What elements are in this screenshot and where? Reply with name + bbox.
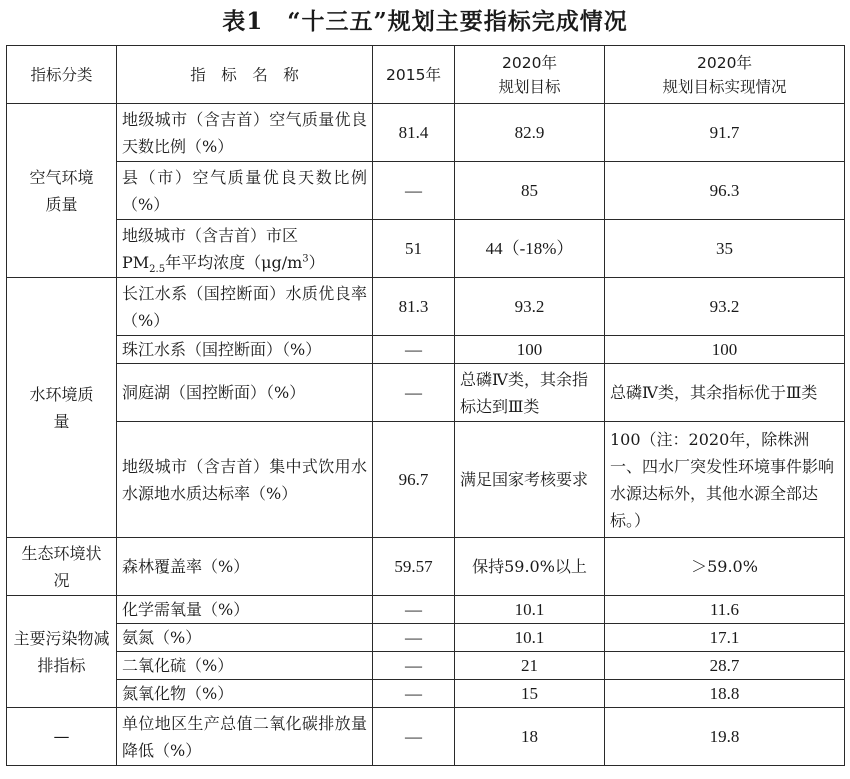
header-actual	[605, 46, 845, 104]
table-row	[7, 652, 845, 680]
value-actual: 91.7	[605, 104, 845, 162]
value-actual: 总磷Ⅳ类，其余指标优于Ⅲ类	[605, 364, 845, 422]
header-category: 指标分类	[7, 46, 117, 104]
header-row	[7, 46, 845, 104]
header-name: 指 标 名 称	[117, 46, 373, 104]
name-part-a: 地级城市（含吉首）市区	[122, 225, 299, 245]
value-2015: —	[373, 708, 455, 766]
name-part-c: 年平均浓度（μg/m	[165, 252, 303, 272]
indicator-name: 单位地区生产总值二氧化碳排放量降低（%）	[117, 708, 373, 766]
value-actual: 28.7	[605, 652, 845, 680]
indicator-name: 森林覆盖率（%）	[117, 538, 373, 596]
value-actual: 96.3	[605, 162, 845, 220]
value-target: 15	[455, 680, 605, 708]
indicator-name: 化学需氧量（%）	[117, 596, 373, 624]
table-row	[7, 538, 845, 596]
value-actual: 100（注：2020年，除株洲一、四水厂突发性环境事件影响水源达标外，其他水源全部达标。）	[605, 422, 845, 538]
value-actual: 18.8	[605, 680, 845, 708]
value-actual: 100	[605, 336, 845, 364]
table-row	[7, 364, 845, 422]
header-target	[455, 46, 605, 104]
value-2015: 59.57	[373, 538, 455, 596]
value-target: 21	[455, 652, 605, 680]
header-actual-line2: 规划目标实现情况	[662, 77, 787, 96]
value-actual: 11.6	[605, 596, 845, 624]
value-target: 85	[455, 162, 605, 220]
header-target-line2: 规划目标	[498, 77, 561, 96]
value-actual: ＞59.0%	[605, 538, 845, 596]
value-target: 44（-18%）	[455, 220, 605, 278]
table-row	[7, 278, 845, 336]
category-eco: 生态环境状况	[7, 538, 117, 596]
indicator-name: 地级城市（含吉首）集中式饮用水水源地水质达标率（%）	[117, 422, 373, 538]
table-row	[7, 680, 845, 708]
value-2015: 51	[373, 220, 455, 278]
value-2015: 81.4	[373, 104, 455, 162]
name-unit-sup: 3	[302, 253, 309, 265]
value-target: 满足国家考核要求	[455, 422, 605, 538]
table-row	[7, 624, 845, 652]
value-2015: —	[373, 680, 455, 708]
value-target: 10.1	[455, 624, 605, 652]
indicator-name: 氮氧化物（%）	[117, 680, 373, 708]
category-carbon: —	[7, 708, 117, 766]
value-actual: 93.2	[605, 278, 845, 336]
value-target: 100	[455, 336, 605, 364]
indicator-name: 珠江水系（国控断面）（%）	[117, 336, 373, 364]
value-actual: 19.8	[605, 708, 845, 766]
name-pm-sub: 2.5	[149, 263, 166, 275]
value-target: 10.1	[455, 596, 605, 624]
value-2015: —	[373, 336, 455, 364]
value-target: 保持59.0%以上	[455, 538, 605, 596]
value-2015: —	[373, 596, 455, 624]
indicator-name: 二氧化硫（%）	[117, 652, 373, 680]
value-target: 93.2	[455, 278, 605, 336]
value-actual: 35	[605, 220, 845, 278]
indicator-name: 长江水系（国控断面）水质优良率（%）	[117, 278, 373, 336]
indicator-name: 县（市）空气质量优良天数比例（%）	[117, 162, 373, 220]
indicator-name	[117, 220, 373, 278]
category-air: 空气环境质量	[7, 104, 117, 278]
table-row	[7, 104, 845, 162]
indicator-name: 地级城市（含吉首）空气质量优良天数比例（%）	[117, 104, 373, 162]
table-row	[7, 162, 845, 220]
name-pm: PM	[122, 252, 150, 272]
header-actual-line1: 2020年	[697, 53, 752, 72]
value-2015: 81.3	[373, 278, 455, 336]
value-actual: 17.1	[605, 624, 845, 652]
value-2015: —	[373, 162, 455, 220]
table-row	[7, 336, 845, 364]
indicator-name: 氨氮（%）	[117, 624, 373, 652]
value-2015: 96.7	[373, 422, 455, 538]
header-2015: 2015年	[373, 46, 455, 104]
value-2015: —	[373, 624, 455, 652]
value-target: 18	[455, 708, 605, 766]
indicator-table	[6, 45, 845, 766]
table-title: 表1 “十三五”规划主要指标完成情况	[222, 8, 628, 35]
category-water: 水环境质量	[7, 278, 117, 538]
table-row	[7, 708, 845, 766]
table-row	[7, 596, 845, 624]
value-2015: —	[373, 652, 455, 680]
category-pollutant: 主要污染物减排指标	[7, 596, 117, 708]
value-target: 82.9	[455, 104, 605, 162]
header-target-line1: 2020年	[502, 53, 557, 72]
table-row	[7, 220, 845, 278]
value-2015: —	[373, 364, 455, 422]
table-row	[7, 422, 845, 538]
indicator-name: 洞庭湖（国控断面）（%）	[117, 364, 373, 422]
name-part-d: ）	[308, 252, 325, 272]
value-target: 总磷Ⅳ类，其余指标达到Ⅲ类	[455, 364, 605, 422]
